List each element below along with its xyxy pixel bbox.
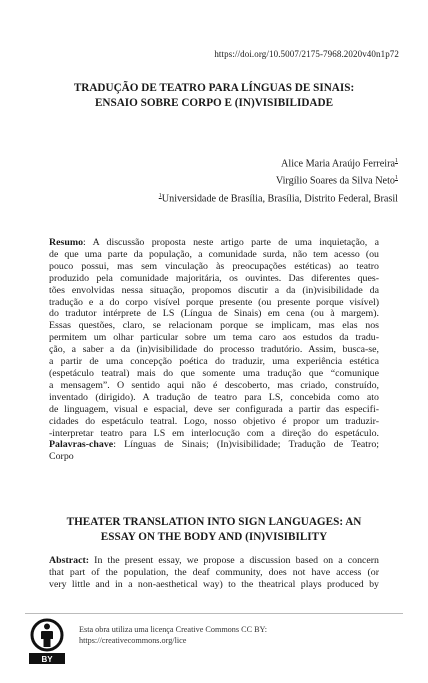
license-text <box>79 624 267 646</box>
abstract-line: a mensagem”. O sentido aqui não é descoberto, mas criado, construído, <box>49 379 379 391</box>
keywords-label: Palavras-chave <box>49 439 114 451</box>
article-title-portuguese <box>30 81 398 111</box>
article-title-english <box>30 515 398 545</box>
abstract-line: de linguagem, visual e espacial, deve ser configurada a partir das especifi- <box>49 403 379 415</box>
abstract-line: (espetáculo teatral) mais do que somente uma tradução que “comunique <box>49 367 379 379</box>
affiliation: $^1$Universidade de Brasília, Brasília, Distrito Federal, Brasil <box>158 192 398 205</box>
license-footer <box>25 613 403 670</box>
abstract-portuguese <box>49 237 379 463</box>
abstract-line: tradução e a do corpo visível porque presente (ou presente porque visível) <box>49 296 379 308</box>
abstract-line: pouco possui, mas sem vinculação às preocupações estéticas) ao teatro <box>49 260 379 272</box>
license-badge: BY <box>41 655 53 664</box>
abstract-line: Resumo: A discussão proposta neste artigo parte de uma inquietação, a <box>49 237 379 248</box>
license-url[interactable]: https://creativecommons.org/lice <box>79 636 187 645</box>
abstract-line: produzido pela comunidade majoritária, os ouvintes. Das diferentes ques- <box>49 272 379 284</box>
abstract-line: that part of the population, the deaf community, does not have access (or <box>49 566 379 578</box>
abstract-line: cidades do espetáculo teatral. Logo, nosso objetivo é propor um traduzir- <box>49 415 379 427</box>
author-1: Alice Maria Araújo Ferreira$^1$ <box>281 158 398 170</box>
abstract-line: de que uma parte da população, a comunidade surda, não tem acesso (ou <box>49 248 379 260</box>
abstract-line: tões envolvidas nessa situação, propomos discutir a da (in)visibilidade da <box>49 284 379 296</box>
title-en-line-2: ESSAY ON THE BODY AND (IN)VISIBILITY <box>100 531 328 543</box>
abstract-label: Abstract: <box>49 555 90 566</box>
affiliation-mark: 1 <box>395 175 398 182</box>
abstract-line: Abstract: In the present essay, we propose a discussion based on a concern <box>49 555 379 566</box>
abstract-line: very little and in a non-aesthetical way) to the theatrical plays produced by <box>49 578 379 590</box>
abstract-line: ção, a saber a da (in)visibilidade do processo tradutório. Assim, busca-se, <box>49 344 379 356</box>
abstract-line: -interpretar teatro para LS em interlocução com a direção do espetáculo. <box>49 427 379 439</box>
title-pt-line-2: ENSAIO SOBRE CORPO E (IN)VISIBILIDADE <box>94 97 334 109</box>
doi-link[interactable]: https://doi.org/10.5007/2175-7968.2020v40n1p72 <box>214 49 399 59</box>
abstract-line: do tradutor intérprete de LS (Língua de Sinais) em cena (ou à margem). <box>49 308 379 320</box>
title-pt-line-1: TRADUÇÃO DE TEATRO PARA LÍNGUAS DE SINAIS: <box>73 82 355 94</box>
cc-by-person-icon[interactable] <box>29 618 65 664</box>
abstract-label: Resumo <box>49 237 84 248</box>
author-2: Virgílio Soares da Silva Neto$^1$ <box>275 175 398 187</box>
abstract-english <box>49 555 379 591</box>
abstract-line: Essas questões, claro, se relacionam porque se implicam, mas elas nos <box>49 320 379 332</box>
title-en-line-1: THEATER TRANSLATION INTO SIGN LANGUAGES: AN <box>66 516 362 528</box>
keywords-line: Corpo <box>49 451 74 463</box>
keywords-line: Palavras-chave: Línguas de Sinais; (In)visibilidade; Tradução de Teatro; <box>49 439 379 451</box>
abstract-line: a partir de uma concepção poética do traduzir, uma experiência estética <box>49 356 379 368</box>
license-line-1: Esta obra utiliza uma licença Creative Commons CC BY: <box>79 625 267 634</box>
abstract-line: inventado (dirigido). A tradução de teatro para LS, concebida como ato <box>49 391 379 403</box>
affiliation-mark: 1 <box>158 192 162 199</box>
abstract-line: permitem um olhar particular sobre um tema caro aos estudos da tradu- <box>49 332 379 344</box>
affiliation-mark: 1 <box>395 158 398 164</box>
author-block <box>30 154 398 206</box>
